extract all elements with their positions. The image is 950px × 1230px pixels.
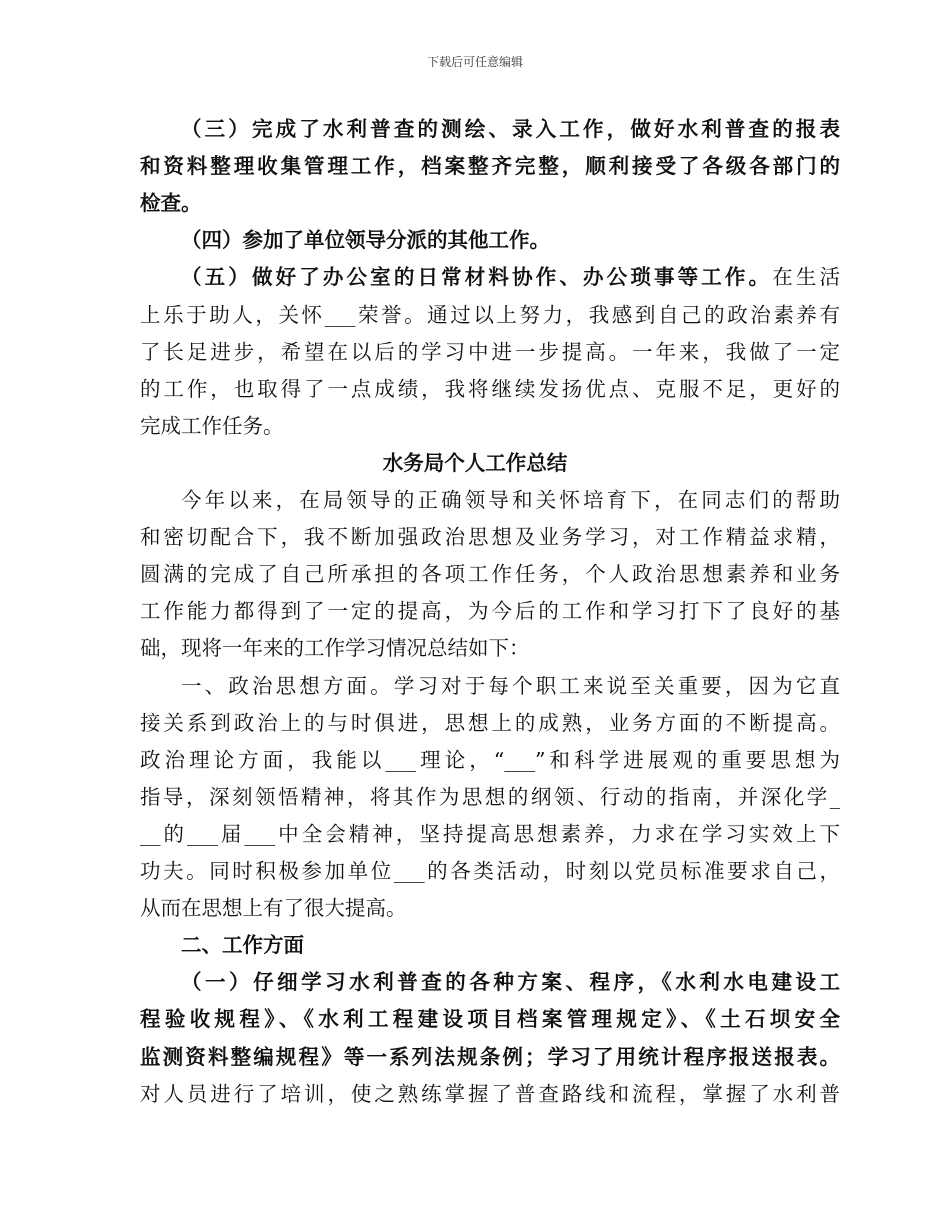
text-line: 的工作，也取得了一点成绩，我将继续发扬优点、克服不足，更好的 [140, 376, 840, 401]
text-line: 今年以来，在局领导的正确领导和关怀培育下，在同志们的帮助 [181, 488, 840, 512]
text-line: 检查。 [140, 191, 202, 216]
text-line: 上乐于助人，关怀___荣誉。通过以上努力，我感到自己的政治素养有 [140, 302, 840, 327]
text-line: 接关系到政治上的与时俱进，思想上的成熟，业务方面的不断提高。 [140, 710, 840, 735]
text-line: 和资料整理收集管理工作，档案整齐完整，顺利接受了各级各部门的 [140, 154, 840, 179]
text-line: （四）参加了单位领导分派的其他工作。 [181, 228, 550, 253]
text-line: 监测资料整编规程》等一系列法规条例；学习了用统计程序报送报表。 [140, 1044, 840, 1069]
text-line: 完成工作任务。 [140, 413, 284, 438]
text-line: 工作能力都得到了一定的提高，为今后的工作和学习打下了良好的基 [140, 599, 840, 624]
text-line: 政治理论方面，我能以___理论，“___”和科学进展观的重要思想为 [140, 747, 840, 772]
text-line: 圆满的完成了自己所承担的各项工作任务，个人政治思想素养和业务 [140, 562, 840, 587]
text-line: （三）完成了水利普查的测绘、录入工作，做好水利普查的报表 [181, 117, 840, 141]
text-line: （五）做好了办公室的日常材料协作、办公琐事等工作。在生活 [181, 265, 840, 290]
text-line: 从而在思想上有了很大提高。 [140, 896, 407, 921]
text-line: 指导，深刻领悟精神，将其作为思想的纲领、行动的指南，并深化学_ [140, 784, 840, 809]
text-line: 础，现将一年来的工作学习情况总结如下： [140, 636, 530, 661]
text-line: （一）仔细学习水利普查的各种方案、程序，《水利水电建设工 [181, 970, 840, 995]
text-line: 程验收规程》、《水利工程建设项目档案管理规定》、《土石坝安全 [140, 1007, 840, 1032]
text-line: 功夫。同时积极参加单位___的各类活动，时刻以党员标准要求自己， [140, 859, 840, 883]
text-line: 水务局个人工作总结 [382, 450, 568, 475]
text-line: 对人员进行了培训，使之熟练掌握了普查路线和流程，掌握了水利普 [140, 1081, 840, 1106]
text-line: 了长足进步，希望在以后的学习中进一步提高。一年来，我做了一定 [140, 339, 840, 364]
page-header: 下载后可任意编辑 [426, 55, 523, 69]
text-line: 一、政治思想方面。学习对于每个职工来说至关重要，因为它直 [181, 673, 840, 698]
text-line: 和密切配合下，我不断加强政治思想及业务学习，对工作精益求精， [140, 525, 840, 550]
text-line: __的___届___中全会精神，坚持提高思想素养，力求在学习实效上下 [140, 821, 840, 846]
text-line: 二、工作方面 [181, 933, 304, 958]
